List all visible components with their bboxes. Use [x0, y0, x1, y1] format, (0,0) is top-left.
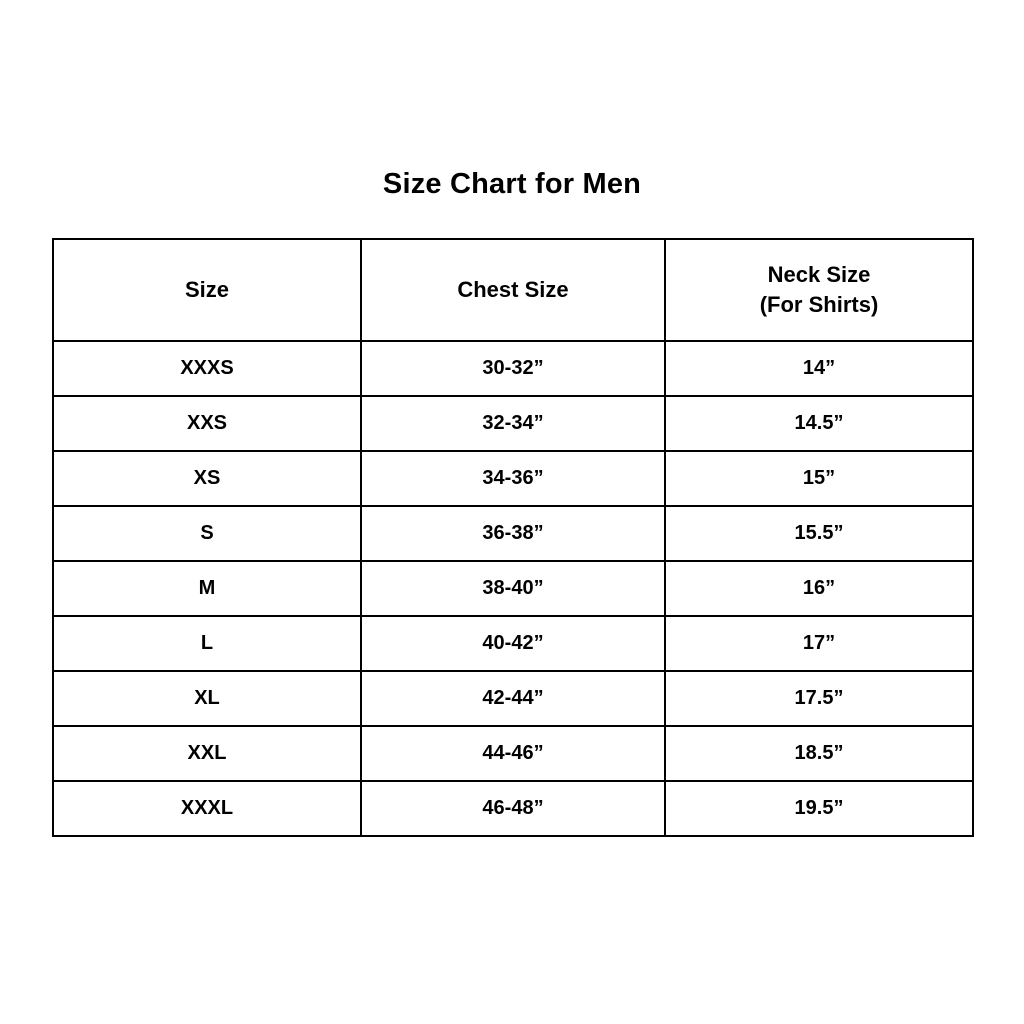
cell-neck: 15.5” — [665, 506, 973, 561]
cell-chest: 32-34” — [361, 396, 665, 451]
cell-size: M — [53, 561, 361, 616]
cell-neck: 17.5” — [665, 671, 973, 726]
cell-neck: 15” — [665, 451, 973, 506]
cell-chest: 34-36” — [361, 451, 665, 506]
column-header-size-label: Size — [184, 277, 230, 303]
cell-chest: 30-32” — [361, 341, 665, 396]
size-chart-table — [52, 238, 974, 837]
cell-chest: 42-44” — [361, 671, 665, 726]
cell-size: L — [53, 616, 361, 671]
table-row — [53, 726, 973, 781]
cell-chest: 40-42” — [361, 616, 665, 671]
cell-chest: 36-38” — [361, 506, 665, 561]
cell-size: XL — [53, 671, 361, 726]
cell-size: XXXS — [53, 341, 361, 396]
cell-neck: 16” — [665, 561, 973, 616]
table-header-row — [53, 239, 973, 341]
column-header-neck-size — [665, 239, 973, 341]
cell-neck: 14” — [665, 341, 973, 396]
cell-size: XXL — [53, 726, 361, 781]
cell-chest: 46-48” — [361, 781, 665, 836]
table-row — [53, 561, 973, 616]
table-row — [53, 671, 973, 726]
table-body — [53, 341, 973, 836]
table-row — [53, 341, 973, 396]
table-row — [53, 451, 973, 506]
column-header-chest-size — [361, 239, 665, 341]
cell-size: XXS — [53, 396, 361, 451]
table-row — [53, 396, 973, 451]
cell-size: XS — [53, 451, 361, 506]
cell-neck: 14.5” — [665, 396, 973, 451]
table-row — [53, 781, 973, 836]
table-row — [53, 616, 973, 671]
cell-chest: 38-40” — [361, 561, 665, 616]
cell-neck: 19.5” — [665, 781, 973, 836]
column-header-neck-size-sublabel: (For Shirts) — [759, 292, 879, 317]
cell-size: S — [53, 506, 361, 561]
column-header-neck-size-label: Neck Size — [767, 262, 871, 288]
cell-size: XXXL — [53, 781, 361, 836]
page-title: Size Chart for Men — [382, 168, 642, 200]
table-row — [53, 506, 973, 561]
cell-neck: 18.5” — [665, 726, 973, 781]
cell-chest: 44-46” — [361, 726, 665, 781]
column-header-chest-size-label: Chest Size — [457, 277, 569, 303]
table-header — [53, 239, 973, 341]
column-header-size — [53, 239, 361, 341]
size-chart-table-container — [52, 238, 972, 837]
cell-neck: 17” — [665, 616, 973, 671]
